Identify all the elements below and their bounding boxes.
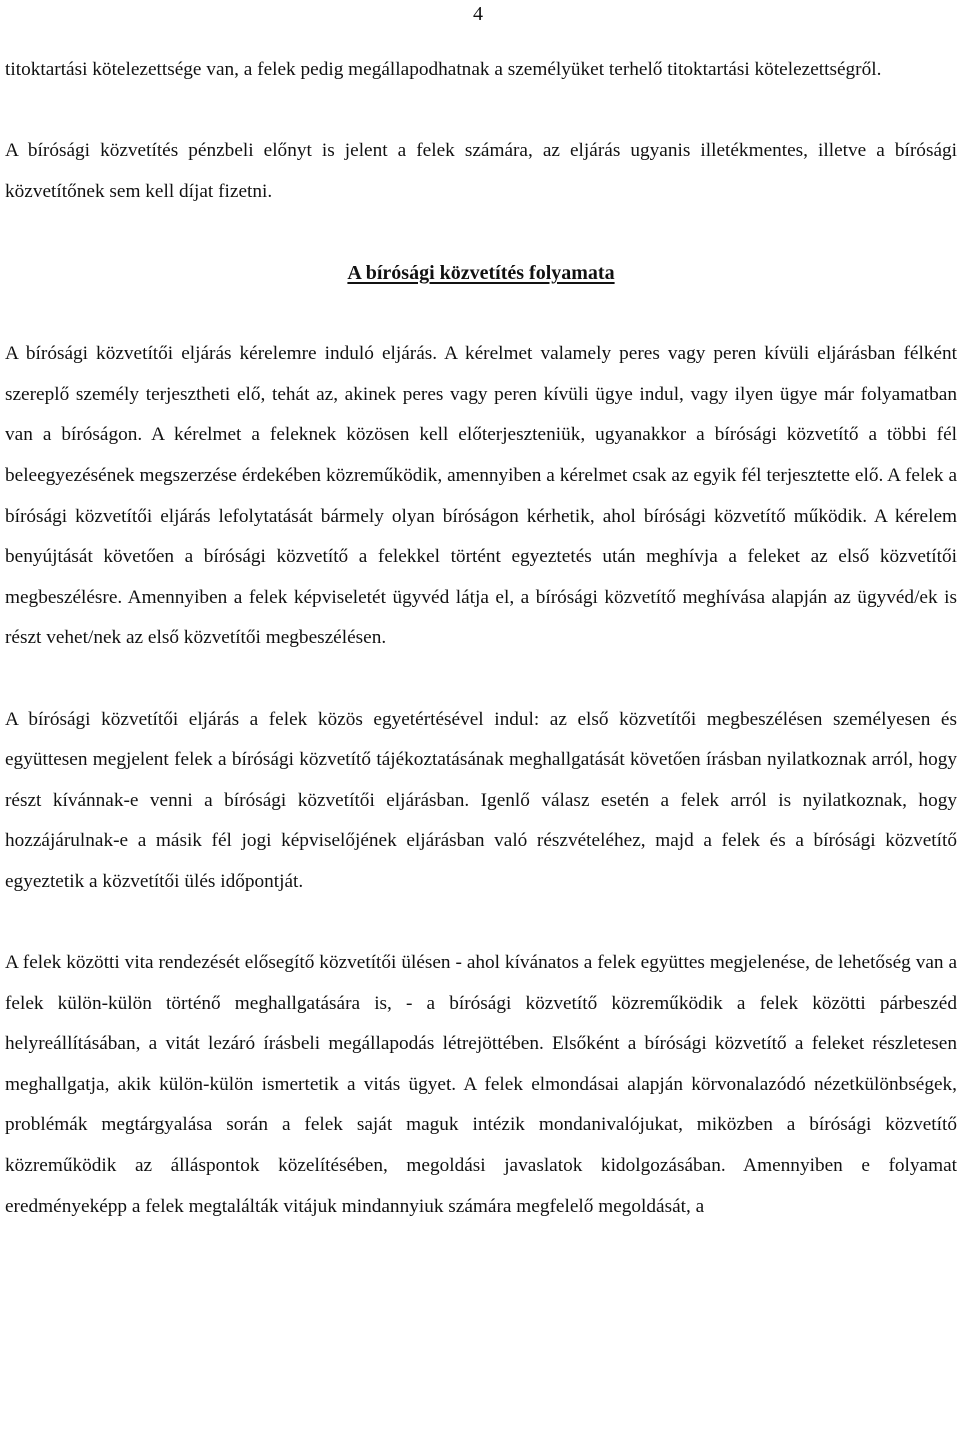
paragraph-confidentiality: titoktartási kötelezettsége van, a felek pedig megállapodhatnak a személyüket terhelő titoktartási kötelezettségről. <box>5 59 882 80</box>
page-number: 4 <box>473 3 483 25</box>
paragraph-first-meeting: A bírósági közvetítői eljárás a felek közös egyetértésével indul: az első közvetítői megbeszélésen személyesen és együttesen megjelent felek a bírósági közvetítő tájékoztatásának meghallgatását követően írásban nyilatkoznak arról, hogy részt kívánnak-e venni a bírósági közvetítői eljárásban. Igenlő válasz esetén a felek arról is nyilatkoznak, hogy hozzájárulnak-e a másik fél jogi képviselőjének eljárásban való részvételéhez, majd a felek és a bírósági közvetítő egyeztetik a közvetítői ülés időpontját. <box>5 708 957 892</box>
document-body <box>5 50 957 1227</box>
paragraph-request-procedure: A bírósági közvetítői eljárás kérelemre induló eljárás. A kérelmet valamely peres vagy peren kívüli eljárásban félként szereplő személy terjesztheti elő, tehát az, akinek peres vagy peren kívüli ügye indul, vagy ilyen ügye már folyamatban van a bíróságon. A kérelmet a feleknek közösen kell előterjeszteniük, ugyanakkor a bírósági közvetítő a többi fél beleegyezésének megszerzése érdekében közreműködik, amennyiben a kérelmet csak az egyik fél terjesztette elő. A felek a bírósági közvetítői eljárás lefolytatását bármely olyan bíróságon kérhetik, ahol bírósági közvetítő működik. A kérelem benyújtását követően a bírósági közvetítő a felekkel történt egyeztetés után meghívja a feleket az első közvetítői megbeszélésre. Amennyiben a felek képviseletét ügyvéd látja el, a bírósági közvetítő meghívása alapján az ügyvéd/ek is részt vehet/nek az első közvetítői megbeszélésen. <box>5 343 957 649</box>
paragraph-financial-benefit: A bírósági közvetítés pénzbeli előnyt is jelent a felek számára, az eljárás ugyanis illetékmentes, illetve a bírósági közvetítőnek sem kell díjat fizetni. <box>5 140 957 202</box>
paragraph-mediation-session: A felek közötti vita rendezését elősegítő közvetítői ülésen - ahol kívánatos a felek együttes megjelenése, de lehetőség van a felek külön-külön történő meghallgatására is, - a bírósági közvetítő közreműködik a felek közötti párbeszéd helyreállításában, a vitát lezáró írásbeli megállapodás létrejöttében. Elsőként a bírósági közvetítő a feleket részletesen meghallgatja, akik külön-külön ismertetik a vitás ügyet. A felek elmondásai alapján körvonalazódó nézetkülönbségek, problémák megtárgyalása során a felek saját maguk intézik mondanivalójukat, miközben a bírósági közvetítő közreműködik az álláspontok közelítésében, megoldási javaslatok kidolgozásában. Amennyiben e folyamat eredményeképp a felek megtalálták vitájuk mindannyiuk számára megfelelő megoldását, a <box>5 952 957 1217</box>
section-heading: A bírósági közvetítés folyamata <box>347 261 615 284</box>
